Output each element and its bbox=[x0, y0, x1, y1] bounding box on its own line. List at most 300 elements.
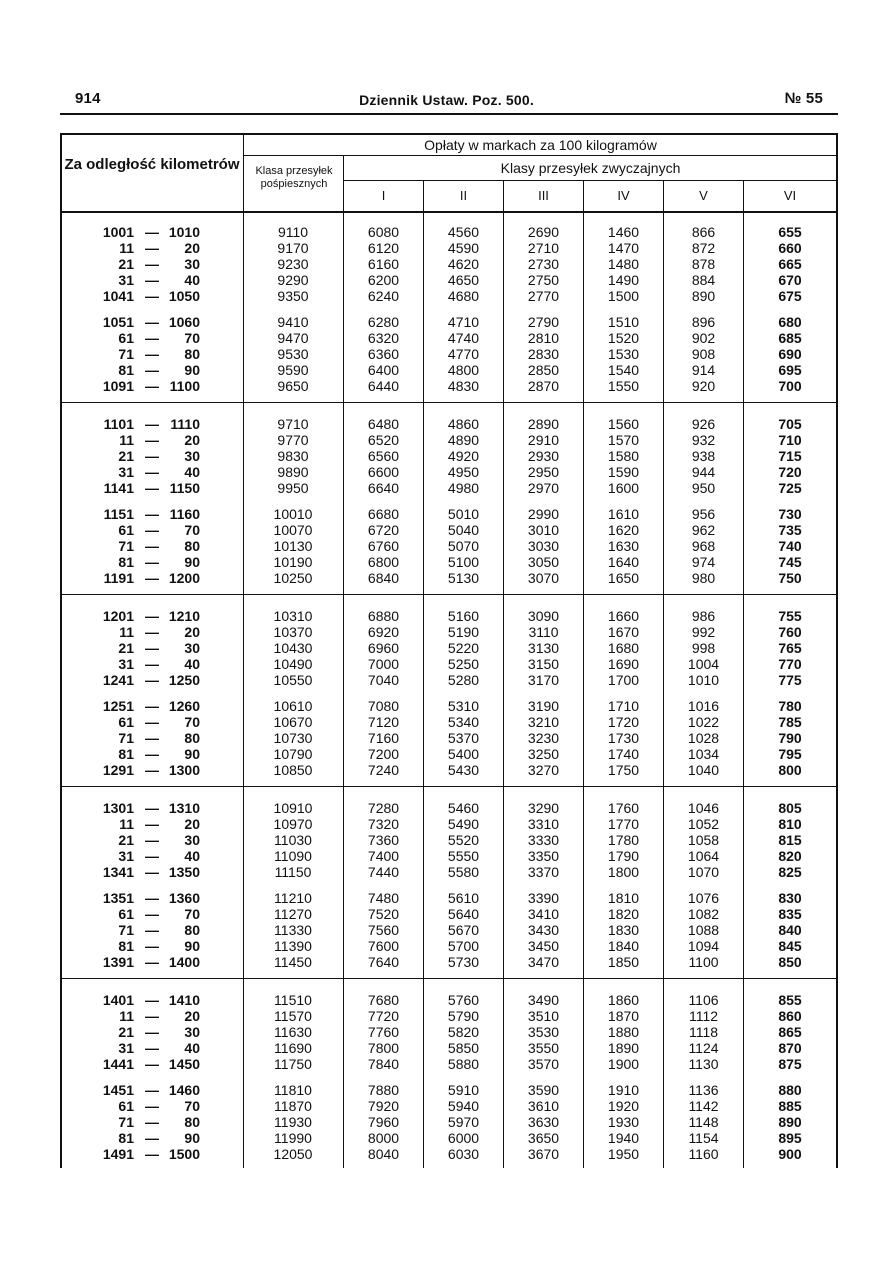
distance-to: 1360 bbox=[168, 890, 200, 906]
class-5-value: 1112 bbox=[688, 1008, 719, 1024]
class-5-value: 992 bbox=[691, 624, 716, 640]
class-5-value: 932 bbox=[691, 432, 716, 448]
range-dash: — bbox=[145, 624, 159, 640]
distance-range bbox=[62, 762, 242, 778]
class-5-value: 950 bbox=[691, 480, 716, 496]
class-1-value: 7200 bbox=[367, 746, 400, 762]
distance-to: 80 bbox=[184, 730, 200, 746]
distance-range bbox=[62, 800, 242, 816]
range-dash: — bbox=[145, 608, 159, 624]
class-6-value: 720 bbox=[778, 464, 802, 480]
class-4-value: 1910 bbox=[607, 1082, 640, 1098]
class-2-value: 5490 bbox=[447, 816, 480, 832]
distance-range bbox=[62, 288, 242, 304]
class-5-value: 1094 bbox=[687, 938, 720, 954]
class-3-value: 3510 bbox=[527, 1008, 560, 1024]
express-value: 11750 bbox=[274, 1056, 312, 1072]
class-3-value: 3310 bbox=[527, 816, 560, 832]
range-dash: — bbox=[145, 346, 159, 362]
distance-from: 1251 bbox=[102, 698, 134, 714]
distance-to: 1310 bbox=[168, 800, 200, 816]
distance-range bbox=[62, 656, 242, 672]
distance-range bbox=[62, 746, 242, 762]
class-3-value: 2950 bbox=[527, 464, 560, 480]
class-1-value: 7240 bbox=[367, 762, 400, 778]
distance-from: 61 bbox=[118, 1098, 134, 1114]
distance-from: 11 bbox=[119, 624, 134, 640]
distance-to: 20 bbox=[184, 432, 200, 448]
class-2-value: 5130 bbox=[447, 570, 480, 586]
class-2-value: 4890 bbox=[447, 432, 480, 448]
class-4-value: 1780 bbox=[607, 832, 640, 848]
class-6-value: 780 bbox=[778, 698, 802, 714]
range-dash: — bbox=[145, 448, 159, 464]
express-value: 9650 bbox=[277, 378, 309, 394]
distance-to: 70 bbox=[184, 714, 200, 730]
range-dash: — bbox=[145, 922, 159, 938]
class-6-value: 835 bbox=[778, 906, 802, 922]
range-dash: — bbox=[145, 1098, 159, 1114]
class-4-value: 1750 bbox=[607, 762, 640, 778]
class-2-value: 5550 bbox=[447, 848, 480, 864]
class-5-value: 1100 bbox=[688, 954, 719, 970]
express-value: 11090 bbox=[274, 848, 312, 864]
range-dash: — bbox=[145, 656, 159, 672]
class-2-value: 5310 bbox=[447, 698, 480, 714]
class-3-value: 3550 bbox=[527, 1040, 560, 1056]
express-value: 9590 bbox=[277, 362, 309, 378]
express-value: 11150 bbox=[274, 864, 312, 880]
distance-from: 21 bbox=[118, 256, 134, 272]
class-3-value: 3630 bbox=[527, 1114, 560, 1130]
class-5-value: 986 bbox=[691, 608, 716, 624]
express-value: 10610 bbox=[273, 698, 313, 714]
class-2-value: 5250 bbox=[447, 656, 480, 672]
class-3-value: 3190 bbox=[527, 698, 560, 714]
class-1-value: 6320 bbox=[367, 330, 400, 346]
class-5-value: 902 bbox=[691, 330, 716, 346]
distance-from: 1441 bbox=[102, 1056, 134, 1072]
class-5-value: 926 bbox=[691, 416, 716, 432]
group-separator bbox=[60, 594, 838, 595]
distance-to: 80 bbox=[184, 922, 200, 938]
class-6-value: 710 bbox=[778, 432, 802, 448]
express-value: 10730 bbox=[273, 730, 313, 746]
express-value: 10310 bbox=[273, 608, 313, 624]
class-4-value: 1830 bbox=[607, 922, 640, 938]
range-dash: — bbox=[145, 730, 159, 746]
distance-to: 30 bbox=[184, 448, 200, 464]
class-5-value: 1070 bbox=[687, 864, 720, 880]
class-1-value: 8000 bbox=[367, 1130, 400, 1146]
class-2-value: 5760 bbox=[447, 992, 480, 1008]
range-dash: — bbox=[145, 1056, 159, 1072]
class-4-value: 1730 bbox=[607, 730, 640, 746]
class-2-value: 5430 bbox=[447, 762, 480, 778]
class-4-value: 1720 bbox=[607, 714, 640, 730]
class-2-value: 4650 bbox=[447, 272, 480, 288]
express-value: 11390 bbox=[274, 938, 312, 954]
class-6-value: 760 bbox=[778, 624, 802, 640]
class-5-value: 1022 bbox=[687, 714, 720, 730]
distance-range bbox=[62, 1130, 242, 1146]
distance-from: 1391 bbox=[102, 954, 134, 970]
distance-range bbox=[62, 1146, 242, 1162]
class-5-value: 1088 bbox=[687, 922, 720, 938]
class-3-value: 3650 bbox=[527, 1130, 560, 1146]
class-1-value: 6400 bbox=[367, 362, 400, 378]
distance-to: 1160 bbox=[169, 506, 200, 522]
class-1-value: 6840 bbox=[367, 570, 400, 586]
class-5-value: 1046 bbox=[687, 800, 720, 816]
express-value: 11030 bbox=[274, 832, 312, 848]
class-6-value: 675 bbox=[778, 288, 802, 304]
class-6-value: 695 bbox=[778, 362, 802, 378]
distance-range bbox=[62, 432, 242, 448]
distance-to: 20 bbox=[184, 624, 200, 640]
class-1-value: 7440 bbox=[367, 864, 400, 880]
class-3-value: 3410 bbox=[527, 906, 560, 922]
class-2-value: 5850 bbox=[447, 1040, 480, 1056]
class-1-value: 7600 bbox=[367, 938, 400, 954]
class-6-value: 815 bbox=[778, 832, 802, 848]
class-1-value: 7800 bbox=[367, 1040, 400, 1056]
range-dash: — bbox=[145, 1130, 159, 1146]
class-5-value: 872 bbox=[691, 240, 716, 256]
express-value: 9410 bbox=[277, 314, 309, 330]
range-dash: — bbox=[145, 330, 159, 346]
distance-to: 1150 bbox=[169, 480, 200, 496]
class-5-value: 1052 bbox=[687, 816, 720, 832]
distance-range bbox=[62, 954, 242, 970]
distance-range bbox=[62, 256, 242, 272]
class-5-value: 1064 bbox=[687, 848, 720, 864]
class-6-value: 820 bbox=[778, 848, 802, 864]
class-3-value: 3330 bbox=[527, 832, 560, 848]
distance-range bbox=[62, 864, 242, 880]
class-4-value: 1890 bbox=[607, 1040, 640, 1056]
range-dash: — bbox=[145, 1082, 159, 1098]
distance-from: 1001 bbox=[102, 224, 134, 240]
class-6-value: 775 bbox=[778, 672, 802, 688]
express-value: 11930 bbox=[274, 1114, 312, 1130]
class-5-value: 920 bbox=[691, 378, 716, 394]
distance-range bbox=[62, 1114, 242, 1130]
express-value: 11630 bbox=[274, 1024, 312, 1040]
class-4-value: 1670 bbox=[607, 624, 640, 640]
distance-from: 1191 bbox=[103, 570, 134, 586]
class-6-value: 885 bbox=[778, 1098, 802, 1114]
class-4-value: 1590 bbox=[607, 464, 640, 480]
distance-from: 31 bbox=[118, 464, 134, 480]
class-4-value: 1500 bbox=[607, 288, 640, 304]
class-4-value: 1490 bbox=[607, 272, 640, 288]
class-6-value: 655 bbox=[778, 224, 802, 240]
class-4-value: 1850 bbox=[607, 954, 640, 970]
class-2-value: 5220 bbox=[447, 640, 480, 656]
distance-to: 1250 bbox=[168, 672, 200, 688]
distance-to: 1410 bbox=[168, 992, 200, 1008]
class-3-value: 2930 bbox=[527, 448, 560, 464]
class-3-value: 3250 bbox=[527, 746, 560, 762]
group-separator bbox=[60, 786, 838, 787]
distance-from: 1491 bbox=[102, 1146, 134, 1162]
class-2-value: 5880 bbox=[447, 1056, 480, 1072]
distance-to: 30 bbox=[184, 256, 200, 272]
range-dash: — bbox=[145, 954, 159, 970]
class-4-value: 1570 bbox=[607, 432, 640, 448]
distance-range bbox=[62, 938, 242, 954]
class-6-value: 730 bbox=[778, 506, 802, 522]
express-class-header: Klasa przesyłek pośpiesznych bbox=[255, 165, 333, 190]
distance-from: 31 bbox=[118, 272, 134, 288]
class-5-value: 914 bbox=[691, 362, 716, 378]
range-dash: — bbox=[145, 464, 159, 480]
class-5-value: 1130 bbox=[688, 1056, 719, 1072]
range-dash: — bbox=[145, 714, 159, 730]
class-5-value: 980 bbox=[691, 570, 716, 586]
range-dash: — bbox=[145, 1114, 159, 1130]
express-value: 9770 bbox=[277, 432, 309, 448]
class-3-value: 2910 bbox=[527, 432, 560, 448]
distance-range bbox=[62, 1082, 242, 1098]
distance-range bbox=[62, 608, 242, 624]
range-dash: — bbox=[145, 746, 159, 762]
class-6-value: 785 bbox=[778, 714, 802, 730]
distance-range bbox=[62, 922, 242, 938]
class-3-value: 3030 bbox=[527, 538, 560, 554]
class-2-value: 4620 bbox=[447, 256, 480, 272]
distance-range bbox=[62, 714, 242, 730]
distance-from: 11 bbox=[119, 432, 134, 448]
range-dash: — bbox=[145, 554, 159, 570]
class-1-value: 7960 bbox=[367, 1114, 400, 1130]
class-4-value: 1530 bbox=[607, 346, 640, 362]
class-1-value: 6440 bbox=[367, 378, 400, 394]
class-2-value: 4560 bbox=[447, 224, 480, 240]
class-2-value: 5940 bbox=[447, 1098, 480, 1114]
distance-to: 1300 bbox=[168, 762, 200, 778]
class-2-value: 5280 bbox=[447, 672, 480, 688]
class-1-value: 7720 bbox=[367, 1008, 400, 1024]
distance-to: 1400 bbox=[168, 954, 200, 970]
class-5-value: 1016 bbox=[687, 698, 720, 714]
class-3-value: 2750 bbox=[527, 272, 560, 288]
distance-from: 71 bbox=[118, 538, 134, 554]
range-dash: — bbox=[145, 672, 159, 688]
class-1-value: 7080 bbox=[367, 698, 400, 714]
distance-to: 40 bbox=[184, 1040, 200, 1056]
class-4-value: 1470 bbox=[607, 240, 640, 256]
class-3-value: 2730 bbox=[527, 256, 560, 272]
class-4-value: 1920 bbox=[607, 1098, 640, 1114]
class-3-value: 2790 bbox=[527, 314, 560, 330]
class-2-value: 4830 bbox=[447, 378, 480, 394]
publication-title: Dziennik Ustaw. Poz. 500. bbox=[359, 92, 534, 108]
distance-from: 71 bbox=[118, 730, 134, 746]
distance-to: 70 bbox=[184, 330, 200, 346]
class-5-value: 890 bbox=[691, 288, 716, 304]
class-2-value: 4860 bbox=[447, 416, 480, 432]
class-4-value: 1560 bbox=[607, 416, 640, 432]
class-3-value: 3270 bbox=[527, 762, 560, 778]
charges-header: Opłaty w markach za 100 kilogramów bbox=[424, 137, 657, 153]
distance-to: 30 bbox=[184, 832, 200, 848]
distance-to: 1450 bbox=[168, 1056, 200, 1072]
distance-range bbox=[62, 538, 242, 554]
distance-from: 81 bbox=[118, 938, 134, 954]
group-separator bbox=[60, 402, 838, 403]
class-1-value: 6080 bbox=[367, 224, 400, 240]
class-4-value: 1940 bbox=[607, 1130, 640, 1146]
express-value: 11450 bbox=[274, 954, 312, 970]
distance-from: 1091 bbox=[102, 378, 134, 394]
class-2-value: 5040 bbox=[447, 522, 480, 538]
class-5-value: 1004 bbox=[687, 656, 720, 672]
class-3-value: 3110 bbox=[528, 624, 559, 640]
class-5-value: 878 bbox=[691, 256, 716, 272]
range-dash: — bbox=[145, 906, 159, 922]
distance-from: 1351 bbox=[102, 890, 134, 906]
distance-to: 70 bbox=[184, 522, 200, 538]
express-value: 9710 bbox=[277, 416, 309, 432]
distance-to: 30 bbox=[184, 1024, 200, 1040]
class-2-value: 5610 bbox=[447, 890, 480, 906]
class-1-value: 7280 bbox=[367, 800, 400, 816]
class-5-value: 956 bbox=[691, 506, 716, 522]
class-3-value: 3470 bbox=[527, 954, 560, 970]
range-dash: — bbox=[145, 938, 159, 954]
class-6-value: 825 bbox=[778, 864, 802, 880]
class-1-value: 7520 bbox=[367, 906, 400, 922]
distance-to: 1500 bbox=[168, 1146, 200, 1162]
range-dash: — bbox=[145, 314, 159, 330]
class-5-value: 1154 bbox=[688, 1130, 719, 1146]
class-1-value: 6800 bbox=[367, 554, 400, 570]
class-5-value: 962 bbox=[691, 522, 716, 538]
class-5-value: 908 bbox=[691, 346, 716, 362]
class-4-value: 1600 bbox=[607, 480, 640, 496]
class-1-value: 6720 bbox=[367, 522, 400, 538]
class-3-value: 3150 bbox=[527, 656, 560, 672]
distance-from: 61 bbox=[118, 714, 134, 730]
class-6-value: 850 bbox=[778, 954, 802, 970]
range-dash: — bbox=[145, 800, 159, 816]
distance-to: 1460 bbox=[168, 1082, 200, 1098]
class-4-value: 1880 bbox=[607, 1024, 640, 1040]
distance-range bbox=[62, 1040, 242, 1056]
class-6-value: 895 bbox=[778, 1130, 802, 1146]
class-4-value: 1950 bbox=[607, 1146, 640, 1162]
range-dash: — bbox=[145, 362, 159, 378]
class-3-value: 3130 bbox=[527, 640, 560, 656]
table-right-border bbox=[836, 133, 838, 1168]
class-1-value: 7880 bbox=[367, 1082, 400, 1098]
class-4-value: 1510 bbox=[607, 314, 640, 330]
class-6-value: 810 bbox=[778, 816, 802, 832]
class-label-5: V bbox=[699, 188, 708, 203]
distance-range bbox=[62, 624, 242, 640]
range-dash: — bbox=[145, 240, 159, 256]
class-1-value: 6520 bbox=[367, 432, 400, 448]
class-6-value: 890 bbox=[778, 1114, 802, 1130]
class-4-value: 1630 bbox=[607, 538, 640, 554]
range-dash: — bbox=[145, 816, 159, 832]
class-6-value: 755 bbox=[778, 608, 802, 624]
class-1-value: 7120 bbox=[367, 714, 400, 730]
class-1-value: 6760 bbox=[367, 538, 400, 554]
issue-number: № 55 bbox=[784, 90, 823, 107]
express-value: 10370 bbox=[273, 624, 313, 640]
class-5-value: 938 bbox=[691, 448, 716, 464]
class-4-value: 1800 bbox=[607, 864, 640, 880]
header-bottom-border bbox=[60, 211, 838, 213]
express-value: 11210 bbox=[274, 890, 312, 906]
distance-from: 71 bbox=[118, 346, 134, 362]
distance-range bbox=[62, 224, 242, 240]
distance-range bbox=[62, 832, 242, 848]
distance-from: 71 bbox=[118, 922, 134, 938]
class-2-value: 6030 bbox=[447, 1146, 480, 1162]
class-4-value: 1760 bbox=[607, 800, 640, 816]
class-1-value: 6680 bbox=[367, 506, 400, 522]
class-3-value: 3490 bbox=[527, 992, 560, 1008]
distance-from: 1041 bbox=[102, 288, 134, 304]
class-4-value: 1710 bbox=[607, 698, 640, 714]
class-2-value: 5730 bbox=[447, 954, 480, 970]
class-2-value: 4590 bbox=[447, 240, 480, 256]
table-top-border bbox=[60, 133, 838, 135]
express-value: 10010 bbox=[273, 506, 313, 522]
class-5-value: 896 bbox=[691, 314, 716, 330]
class-header-rule bbox=[343, 180, 837, 181]
range-dash: — bbox=[145, 1040, 159, 1056]
class-1-value: 7320 bbox=[367, 816, 400, 832]
class-3-value: 3070 bbox=[527, 570, 560, 586]
class-1-value: 6920 bbox=[367, 624, 400, 640]
class-1-value: 6600 bbox=[367, 464, 400, 480]
class-4-value: 1620 bbox=[607, 522, 640, 538]
class-6-value: 765 bbox=[778, 640, 802, 656]
class-4-value: 1820 bbox=[607, 906, 640, 922]
distance-from: 1051 bbox=[102, 314, 134, 330]
distance-column-header: Za odległość kilometrów bbox=[64, 156, 240, 173]
distance-to: 1100 bbox=[169, 378, 200, 394]
class-label-1: I bbox=[381, 188, 386, 203]
class-5-value: 1118 bbox=[688, 1024, 719, 1040]
class-3-value: 2990 bbox=[527, 506, 560, 522]
distance-to: 80 bbox=[184, 346, 200, 362]
class-4-value: 1650 bbox=[607, 570, 640, 586]
class-6-value: 725 bbox=[778, 480, 802, 496]
distance-range bbox=[62, 378, 242, 394]
class-1-value: 6360 bbox=[367, 346, 400, 362]
class-4-value: 1740 bbox=[607, 746, 640, 762]
class-3-value: 3290 bbox=[527, 800, 560, 816]
range-dash: — bbox=[145, 848, 159, 864]
express-value: 10790 bbox=[273, 746, 313, 762]
class-4-value: 1930 bbox=[607, 1114, 640, 1130]
distance-range bbox=[62, 730, 242, 746]
class-2-value: 5970 bbox=[447, 1114, 480, 1130]
distance-range bbox=[62, 272, 242, 288]
express-value: 10550 bbox=[273, 672, 313, 688]
distance-to: 1050 bbox=[168, 288, 200, 304]
express-value: 11270 bbox=[274, 906, 312, 922]
distance-from: 31 bbox=[118, 1040, 134, 1056]
distance-range bbox=[62, 314, 242, 330]
range-dash: — bbox=[145, 1146, 159, 1162]
